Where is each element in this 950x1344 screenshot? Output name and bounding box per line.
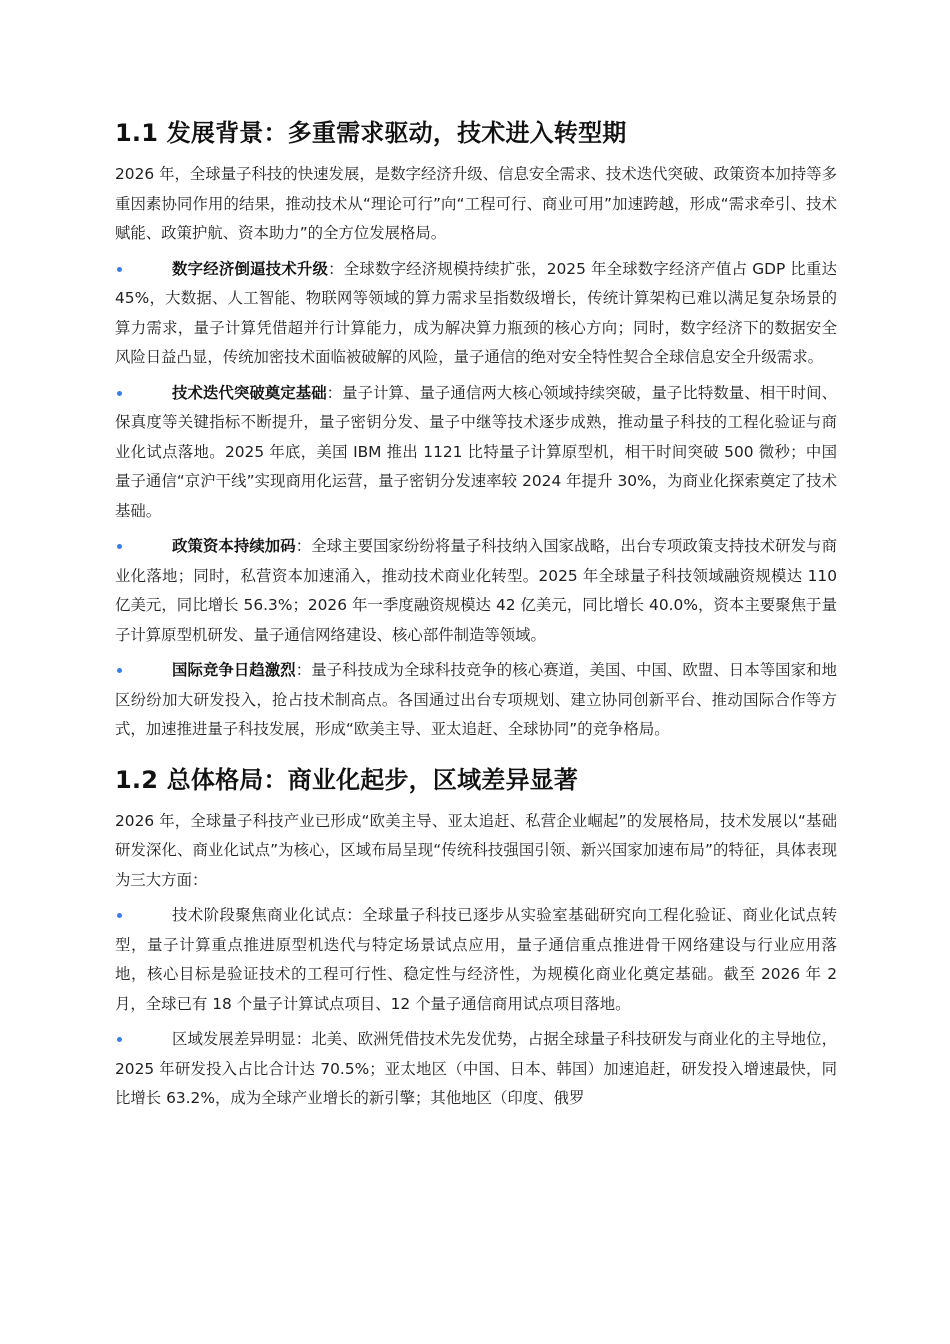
bullet-icon: [117, 668, 122, 673]
list-item: [115, 532, 837, 650]
bullet-icon: [117, 544, 122, 549]
bullet-icon: [117, 913, 122, 918]
section-heading-1-1: 1.1 发展背景：多重需求驱动，技术进入转型期: [115, 119, 627, 147]
bullet-text: ：量子计算、量子通信两大核心领域持续突破，量子比特数量、相干时间、保真度等关键指标不断提升，量子密钥分发、量子中继等技术逐步成熟，推动量子科技的工程化验证与商业化试点落地。2025 年底，美国 IBM 推出 1121 比特量子计算原型机，相干时间突破 500 微秒；中国量子通信“京沪干线”实现商用化运营，量子密钥分发速率较 2024 年提升 30%，为商业化探索奠定了技术基础。: [115, 383, 837, 520]
bullet-title: 政策资本持续加码: [172, 537, 296, 555]
bullet-text: ：全球数字经济规模持续扩张，2025 年全球数字经济产值占 GDP 比重达 45%，大数据、人工智能、物联网等领域的算力需求呈指数级增长，传统计算架构已难以满足复杂场景的算力需求，量子计算凭借超并行计算能力，成为解决算力瓶颈的核心方向；同时，数字经济下的数据安全风险日益凸显，传统加密技术面临被破解的风险，量子通信的绝对安全特性契合全球信息安全升级需求。: [115, 259, 837, 366]
bullet-icon: [117, 391, 122, 396]
bullet-icon: [117, 267, 122, 272]
bullet-title: 国际竞争日趋激烈: [172, 661, 296, 679]
list-item: [115, 1025, 837, 1114]
bullet-title: 技术迭代突破奠定基础: [172, 383, 327, 402]
list-item: [115, 379, 837, 527]
section-1-2-intro: 2026 年，全球量子科技产业已形成“欧美主导、亚太追赶、私营企业崛起”的发展格局，技术发展以“基础研发深化、商业化试点”为核心，区域布局呈现“传统科技强国引领、新兴国家加速布局”的特征，具体表现为三大方面：: [115, 811, 837, 889]
bullet-text: 区域发展差异明显：北美、欧洲凭借技术先发优势，占据全球量子科技研发与商业化的主导地位，2025 年研发投入占比合计达 70.5%；亚太地区（中国、日本、韩国）加速追赶，研发投入增速最快，同比增长 63.2%，成为全球产业增长的新引擎；其他地区（印度、俄罗: [115, 1030, 837, 1107]
list-item: [115, 255, 837, 373]
bullet-icon: [117, 1037, 122, 1042]
section-1-1-intro: 2026 年，全球量子科技的快速发展，是数字经济升级、信息安全需求、技术迭代突破、政策资本加持等多重因素协同作用的结果，推动技术从“理论可行”向“工程可行、商业可用”加速跨越，形成“需求牵引、技术赋能、政策护航、资本助力”的全方位发展格局。: [115, 165, 837, 242]
bullet-title: 数字经济倒逼技术升级: [172, 259, 329, 278]
list-item: [115, 656, 837, 745]
section-heading-1-2: 1.2 总体格局：商业化起步，区域差异显著: [115, 765, 579, 794]
bullet-text: ：全球主要国家纷纷将量子科技纳入国家战略，出台专项政策支持技术研发与商业化落地；同时，私营资本加速涌入，推动技术商业化转型。2025 年全球量子科技领域融资规模达 110 亿美元，同比增长 56.3%；2026 年一季度融资规模达 42 亿美元，同比增长 40.0%，资本主要聚焦于量子计算原型机研发、量子通信网络建设、核心部件制造等领域。: [115, 537, 837, 644]
bullet-text: ：量子科技成为全球科技竞争的核心赛道，美国、中国、欧盟、日本等国家和地区纷纷加大研发投入，抢占技术制高点。各国通过出台专项规划、建立协同创新平台、推动国际合作等方式，加速推进量子科技发展，形成“欧美主导、亚太追赶、全球协同”的竞争格局。: [115, 661, 837, 738]
bullet-text: 技术阶段聚焦商业化试点：全球量子科技已逐步从实验室基础研究向工程化验证、商业化试点转型，量子计算重点推进原型机迭代与特定场景试点应用，量子通信重点推进骨干网络建设与行业应用落地，核心目标是验证技术的工程可行性、稳定性与经济性，为规模化商业化奠定基础。截至 2026 年 2 月，全球已有 18 个量子计算试点项目、12 个量子通信商用试点项目落地。: [115, 906, 837, 1013]
page-content: [115, 106, 837, 1120]
list-item: [115, 901, 837, 1019]
